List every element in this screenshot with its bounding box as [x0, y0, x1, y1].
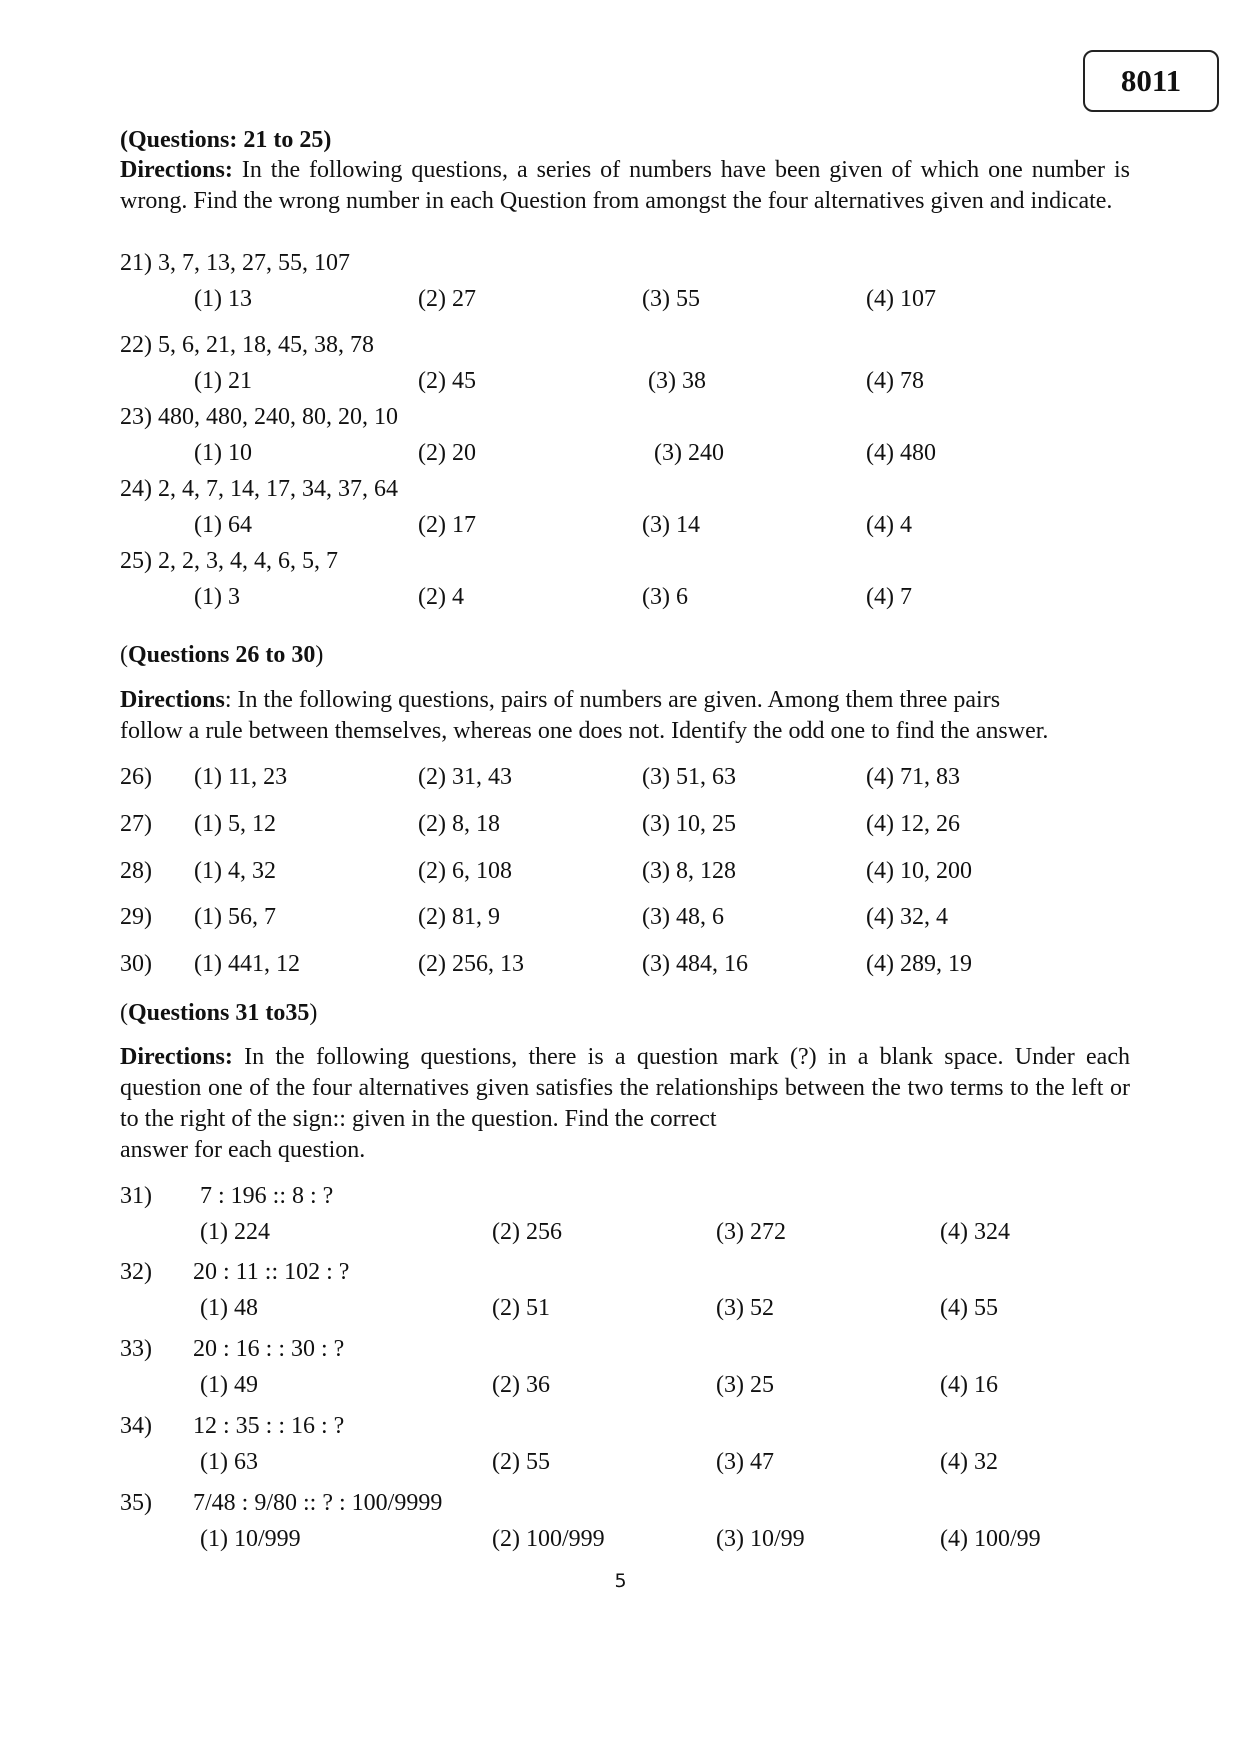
question-26-option-2: (2) 31, 43	[418, 764, 512, 790]
question-34-text: 12 : 35 : : 16 : ?	[193, 1413, 345, 1439]
question-21-option-4: (4) 107	[866, 286, 936, 312]
paper-code-box	[1083, 50, 1219, 112]
question-22-option-3: (3) 38	[648, 368, 706, 394]
question-34-option-4: (4) 32	[940, 1449, 998, 1475]
question-33-option-1: (1) 49	[200, 1372, 258, 1398]
question-32-option-3: (3) 52	[716, 1295, 774, 1321]
question-24-text: 24) 2, 4, 7, 14, 17, 34, 37, 64	[120, 476, 398, 502]
question-35-option-4: (4) 100/99	[940, 1526, 1041, 1552]
question-34-option-3: (3) 47	[716, 1449, 774, 1475]
question-26-number: 26)	[120, 764, 152, 790]
question-27-option-4: (4) 12, 26	[866, 811, 960, 837]
section2-directions-label: Directions	[120, 687, 225, 713]
question-33-text: 20 : 16 : : 30 : ?	[193, 1336, 345, 1362]
section3-heading-close: )	[309, 1000, 318, 1026]
section1-directions	[120, 155, 1130, 217]
question-27-option-3: (3) 10, 25	[642, 811, 736, 837]
question-22-option-2: (2) 45	[418, 368, 476, 394]
question-24-option-1: (1) 64	[194, 512, 252, 538]
question-28-option-2: (2) 6, 108	[418, 858, 512, 884]
section3-heading-open: (	[120, 1000, 128, 1026]
question-34-option-2: (2) 55	[492, 1449, 550, 1475]
question-25-text: 25) 2, 2, 3, 4, 4, 6, 5, 7	[120, 548, 338, 574]
paper-code: 8011	[1120, 62, 1182, 98]
section1-directions-label: Directions:	[120, 157, 233, 183]
section2-directions-line2: follow a rule between themselves, whereas one does not. Identify the odd one to find the answer.	[120, 718, 1049, 744]
question-23-text: 23) 480, 480, 240, 80, 20, 10	[120, 404, 398, 430]
question-32-option-2: (2) 51	[492, 1295, 550, 1321]
page-number: 5	[614, 1570, 627, 1592]
section3-heading-text: Questions 31 to35	[128, 1000, 310, 1026]
question-24-option-4: (4) 4	[866, 512, 912, 538]
question-33-option-2: (2) 36	[492, 1372, 550, 1398]
question-29-option-1: (1) 56, 7	[194, 904, 276, 930]
question-35-text: 7/48 : 9/80 :: ? : 100/9999	[193, 1490, 443, 1516]
question-25-option-4: (4) 7	[866, 584, 912, 610]
question-31-option-2: (2) 256	[492, 1219, 562, 1245]
question-27-number: 27)	[120, 811, 152, 837]
question-23-option-1: (1) 10	[194, 440, 252, 466]
question-31-option-1: (1) 224	[200, 1219, 270, 1245]
question-34-number: 34)	[120, 1413, 152, 1439]
question-26-option-1: (1) 11, 23	[194, 764, 288, 790]
question-28-option-1: (1) 4, 32	[194, 858, 276, 884]
question-26-option-3: (3) 51, 63	[642, 764, 736, 790]
question-29-option-2: (2) 81, 9	[418, 904, 500, 930]
question-28-option-3: (3) 8, 128	[642, 858, 736, 884]
section3-directions-text: In the following questions, there is a question mark (?) in a blank space. Under each question one of the four alternatives given satisfies the relationships between the two terms to the left or to the right of the sign:: given in the question. Find the correct	[120, 1044, 1130, 1132]
section2-heading-open: (	[120, 642, 128, 668]
section1-heading: (Questions: 21 to 25)	[120, 127, 332, 153]
question-23-option-3: (3) 240	[654, 440, 724, 466]
question-32-text: 20 : 11 :: 102 : ?	[193, 1259, 350, 1285]
section2-heading-close: )	[315, 642, 324, 668]
question-24-option-2: (2) 17	[418, 512, 476, 538]
question-30-option-4: (4) 289, 19	[866, 951, 972, 977]
question-21-option-2: (2) 27	[418, 286, 476, 312]
question-22-text: 22) 5, 6, 21, 18, 45, 38, 78	[120, 332, 374, 358]
question-32-number: 32)	[120, 1259, 152, 1285]
question-25-option-2: (2) 4	[418, 584, 464, 610]
question-33-number: 33)	[120, 1336, 152, 1362]
section2-heading	[120, 640, 323, 670]
question-30-option-1: (1) 441, 12	[194, 951, 300, 977]
question-29-option-3: (3) 48, 6	[642, 904, 724, 930]
question-25-option-3: (3) 6	[642, 584, 688, 610]
question-30-number: 30)	[120, 951, 152, 977]
question-21-option-1: (1) 13	[194, 286, 252, 312]
question-27-option-1: (1) 5, 12	[194, 811, 276, 837]
question-32-option-4: (4) 55	[940, 1295, 998, 1321]
question-32-option-1: (1) 48	[200, 1295, 258, 1321]
question-28-number: 28)	[120, 858, 152, 884]
section2-heading-text: Questions 26 to 30	[128, 642, 316, 668]
section3-heading	[120, 998, 317, 1028]
question-29-option-4: (4) 32, 4	[866, 904, 948, 930]
question-21-option-3: (3) 55	[642, 286, 700, 312]
section3-directions-last: answer for each question.	[120, 1137, 366, 1163]
section2-directions-text1: : In the following questions, pairs of numbers are given. Among them three pairs	[224, 687, 1001, 713]
question-22-option-4: (4) 78	[866, 368, 924, 394]
question-28-option-4: (4) 10, 200	[866, 858, 972, 884]
question-23-option-2: (2) 20	[418, 440, 476, 466]
section1-directions-text: In the following questions, a series of numbers have been given of which one number is wrong. Find the wrong number in each Question from amongst the four alternatives given and indicate.	[120, 157, 1130, 214]
question-27-option-2: (2) 8, 18	[418, 811, 500, 837]
section3-directions	[120, 1042, 1130, 1135]
question-33-option-3: (3) 25	[716, 1372, 774, 1398]
question-22-option-1: (1) 21	[194, 368, 252, 394]
question-31-text: 7 : 196 :: 8 : ?	[200, 1183, 334, 1209]
question-24-option-3: (3) 14	[642, 512, 700, 538]
question-33-option-4: (4) 16	[940, 1372, 998, 1398]
question-25-option-1: (1) 3	[194, 584, 240, 610]
section3-directions-label: Directions:	[120, 1044, 233, 1070]
question-29-number: 29)	[120, 904, 152, 930]
question-31-number: 31)	[120, 1183, 152, 1209]
section2-directions-line1	[120, 685, 1000, 715]
question-31-option-3: (3) 272	[716, 1219, 786, 1245]
question-35-option-1: (1) 10/999	[200, 1526, 301, 1552]
question-21-text: 21) 3, 7, 13, 27, 55, 107	[120, 250, 350, 276]
question-35-number: 35)	[120, 1490, 152, 1516]
question-31-option-4: (4) 324	[940, 1219, 1010, 1245]
question-30-option-2: (2) 256, 13	[418, 951, 524, 977]
question-26-option-4: (4) 71, 83	[866, 764, 960, 790]
question-23-option-4: (4) 480	[866, 440, 936, 466]
question-30-option-3: (3) 484, 16	[642, 951, 748, 977]
question-34-option-1: (1) 63	[200, 1449, 258, 1475]
question-35-option-3: (3) 10/99	[716, 1526, 805, 1552]
question-35-option-2: (2) 100/999	[492, 1526, 605, 1552]
